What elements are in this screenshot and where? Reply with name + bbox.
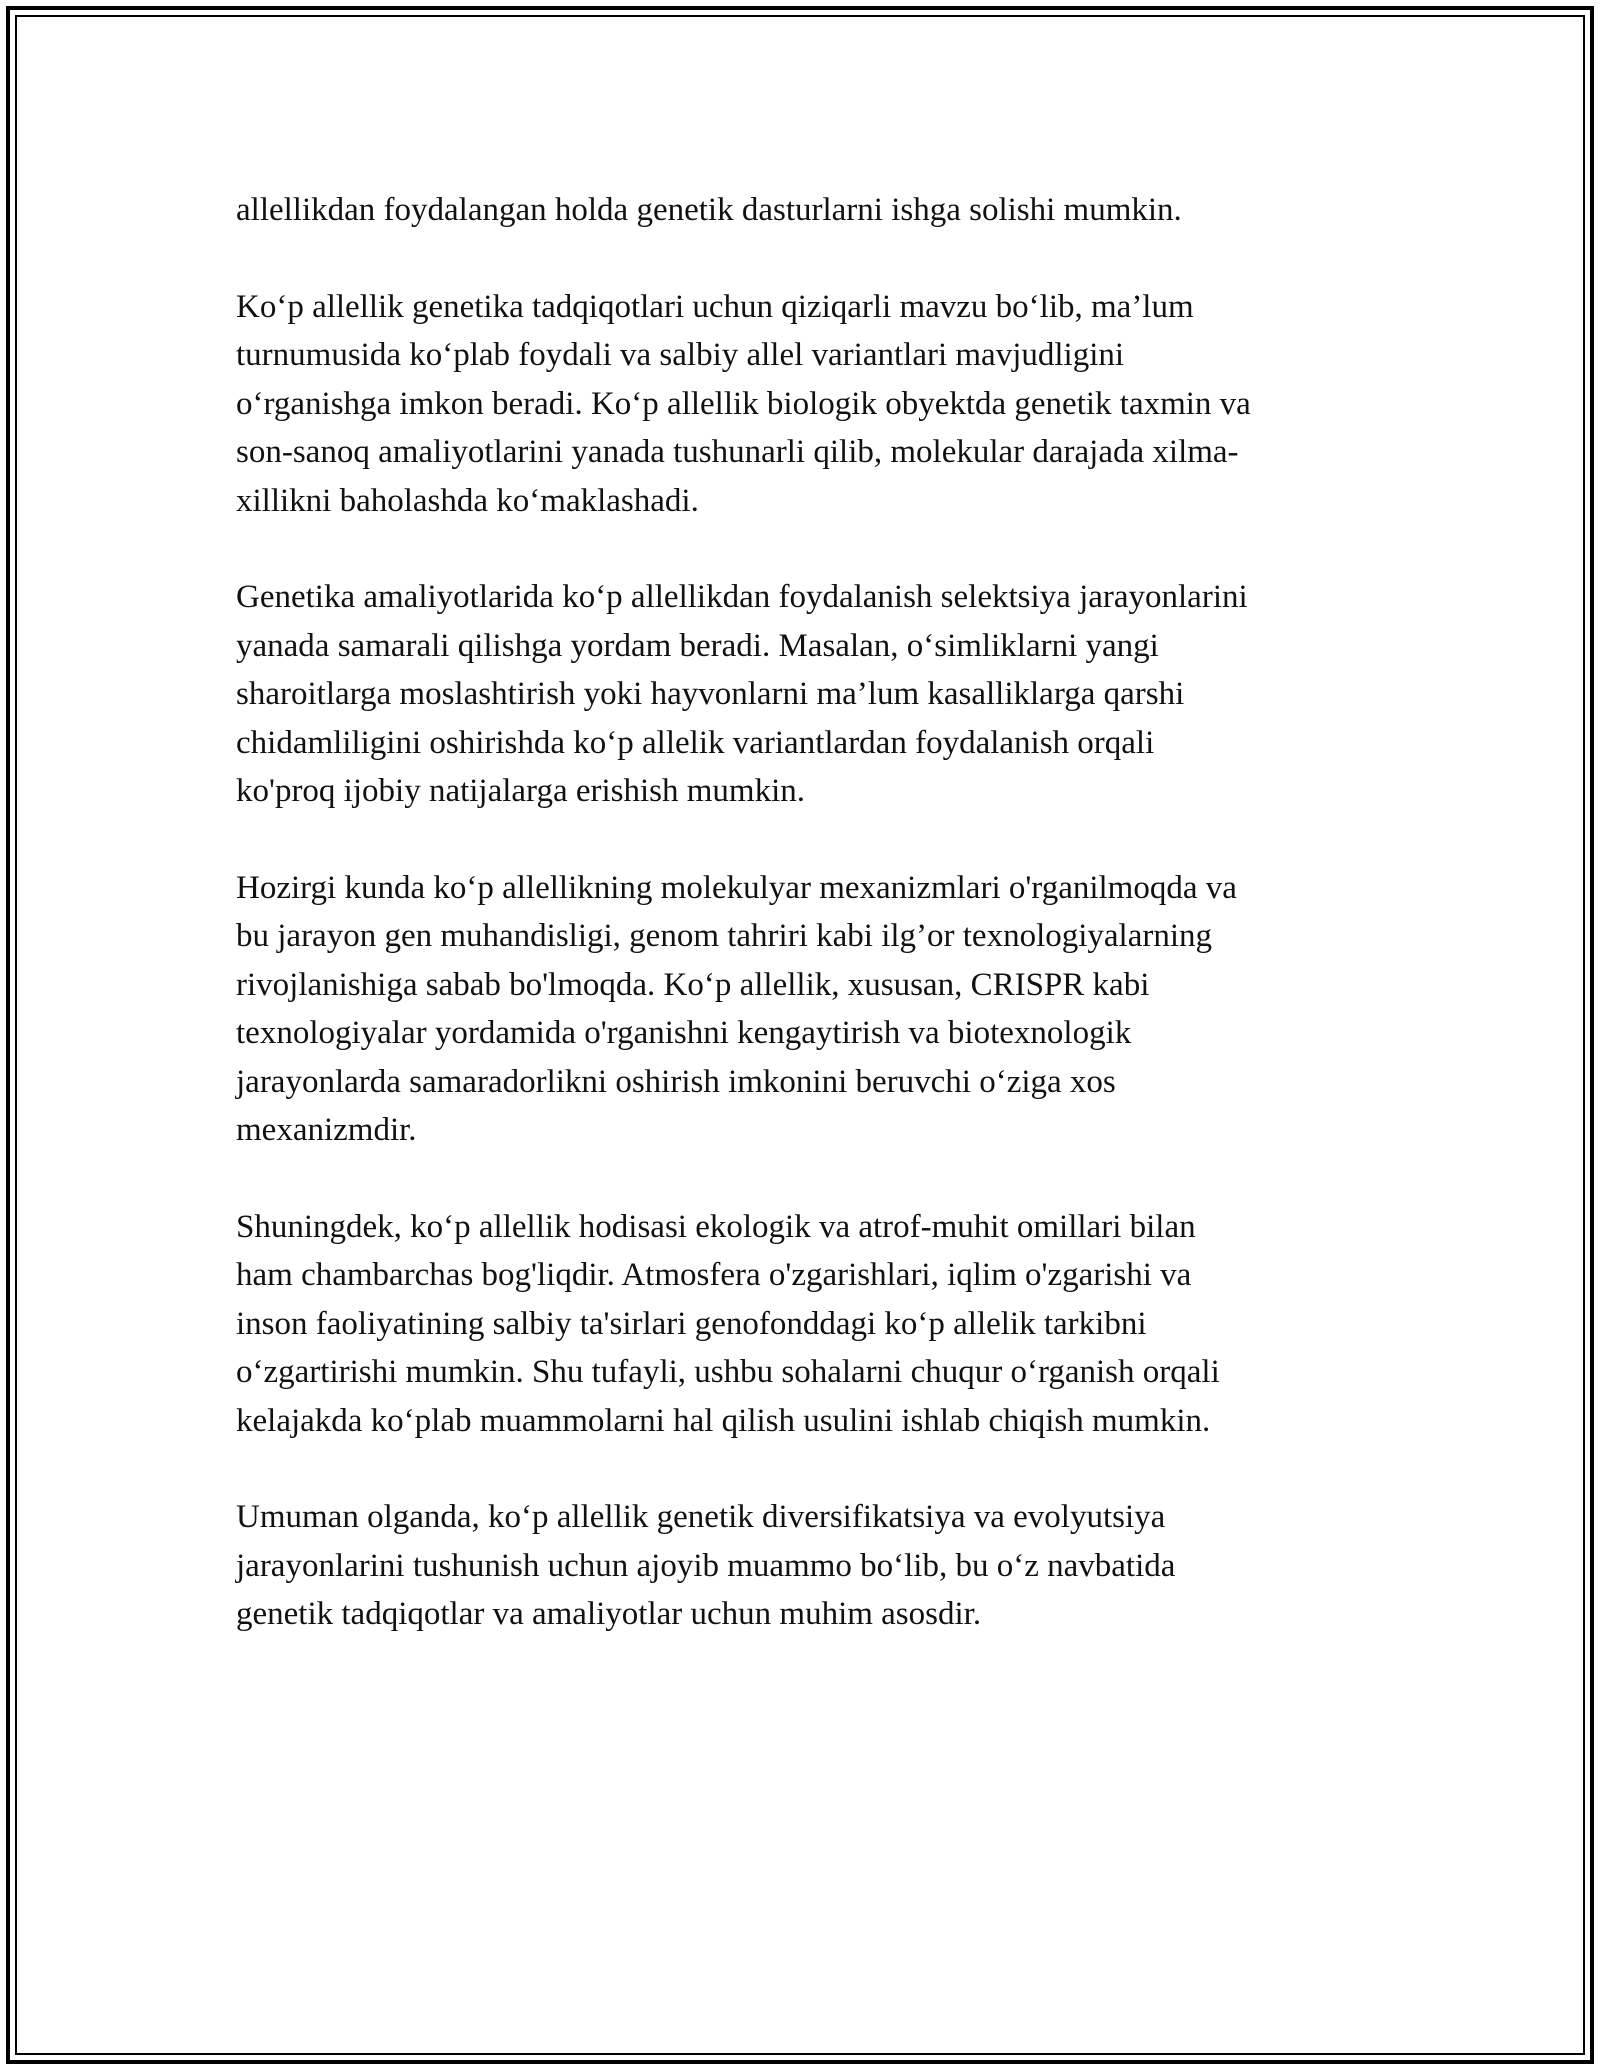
text-line: xillikni baholashda ko‘maklashadi. — [236, 482, 699, 519]
text-line: Shuningdek, ko‘p allellik hodisasi ekologik va atrof-muhit omillari bilan — [236, 1208, 1196, 1245]
document-body — [236, 186, 1376, 1687]
paragraph-6 — [236, 1493, 1376, 1639]
paragraph-2 — [236, 283, 1376, 526]
text-line: jarayonlarini tushunish uchun ajoyib muammo bo‘lib, bu o‘z navbatida — [236, 1547, 1176, 1584]
paragraph-3 — [236, 573, 1376, 816]
text-line: ko'proq ijobiy natijalarga erishish mumkin. — [236, 773, 806, 809]
text-line: jarayonlarda samaradorlikni oshirish imkonini beruvchi o‘ziga xos — [236, 1063, 1116, 1100]
text-line: Genetika amaliyotlarida ko‘p allellikdan foydalanish selektsiya jarayonlarini — [236, 579, 1248, 615]
text-line: turnumusida ko‘plab foydali va salbiy allel variantlari mavjudligini — [236, 337, 1125, 373]
text-line: o‘rganishga imkon beradi. Ko‘p allellik biologik obyektda genetik taxmin va — [236, 385, 1251, 422]
text-line: son-sanoq amaliyotlarini yanada tushunarli qilib, molekular darajada xilma- — [236, 434, 1239, 470]
text-line: inson faoliyatining salbiy ta'sirlari genofonddagi ko‘p allelik tarkibni — [236, 1305, 1147, 1342]
text-line: texnologiyalar yordamida o'rganishni kengaytirish va biotexnologik — [236, 1015, 1132, 1051]
paragraph-1 — [236, 186, 1376, 235]
text-line: allellikdan foydalangan holda genetik dasturlarni ishga solishi mumkin. — [236, 192, 1182, 228]
text-line: rivojlanishiga sabab bo'lmoqda. Ko‘p allellik, xususan, CRISPR kabi — [236, 966, 1150, 1003]
text-line: o‘zgartirishi mumkin. Shu tufayli, ushbu sohalarni chuqur o‘rganish orqali — [236, 1354, 1220, 1390]
paragraph-5 — [236, 1203, 1376, 1446]
text-line: ham chambarchas bog'liqdir. Atmosfera o'zgarishlari, iqlim o'zgarishi va — [236, 1257, 1192, 1293]
text-line: kelajakda ko‘plab muammolarni hal qilish usulini ishlab chiqish mumkin. — [236, 1402, 1211, 1439]
text-line: mexanizmdir. — [236, 1112, 417, 1148]
text-line: yanada samarali qilishga yordam beradi. Masalan, o‘simliklarni yangi — [236, 627, 1159, 664]
text-line: sharoitlarga moslashtirish yoki hayvonlarni ma’lum kasalliklarga qarshi — [236, 676, 1185, 712]
text-line: Ko‘p allellik genetika tadqiqotlari uchun qiziqarli mavzu bo‘lib, ma’lum — [236, 288, 1194, 325]
paragraph-4 — [236, 864, 1376, 1155]
text-line: Umuman olganda, ko‘p allellik genetik diversifikatsiya va evolyutsiya — [236, 1499, 1166, 1535]
text-line: Hozirgi kunda ko‘p allellikning molekulyar mexanizmlari o'rganilmoqda va — [236, 869, 1237, 906]
text-line: bu jarayon gen muhandisligi, genom tahriri kabi ilg’or texnologiyalarning — [236, 918, 1213, 954]
text-line: chidamliligini oshirishda ko‘p allelik variantlardan foydalanish orqali — [236, 724, 1155, 761]
text-line: genetik tadqiqotlar va amaliyotlar uchun muhim asosdir. — [236, 1596, 982, 1632]
